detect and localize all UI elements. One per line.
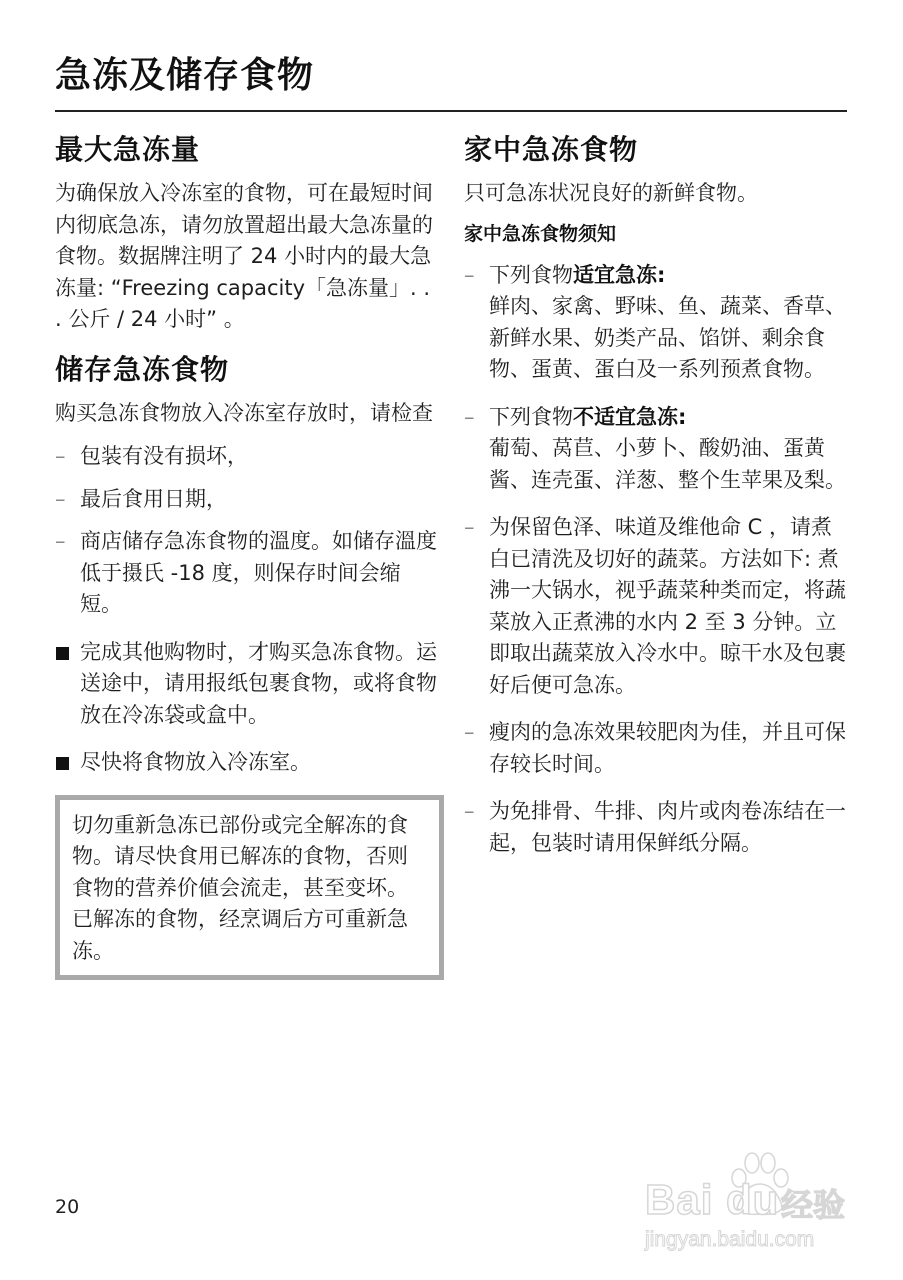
tip-text: 为免排骨、牛排、肉片或肉卷冻结在一起，包装时请用保鲜纸分隔。: [489, 799, 846, 855]
tip-item-suitable: [464, 260, 849, 386]
tip-item-blanching: [464, 512, 849, 701]
check-item: [55, 484, 440, 516]
section-heading-storing-frozen: 储存急冻食物: [55, 352, 230, 386]
check-item: [55, 526, 440, 621]
suitable-foods-list: 鲜肉、家禽、野味、鱼、蔬菜、香草、新鲜水果、奶类产品、馅饼、剩余食物、蛋黄、蛋白及一系列预煮食物。: [489, 294, 846, 381]
tip-colon: :: [678, 404, 687, 429]
tip-bold-unsuitable: 不适宜急冻: [573, 404, 678, 429]
page-number: 20: [55, 1196, 80, 1218]
square-bullet-icon: [56, 647, 69, 660]
bullet-item-text: 尽快将食物放入冷冻室。: [80, 750, 311, 774]
unsuitable-foods-list: 葡萄、莴苣、小萝卜、酸奶油、蛋黄酱、连壳蛋、洋葱、整个生苹果及梨。: [489, 436, 846, 492]
tip-prefix: 下列食物: [489, 404, 573, 429]
check-item: [55, 441, 440, 473]
bullet-item: [55, 637, 440, 732]
tip-bold-suitable: 适宜急冻: [573, 262, 657, 287]
dash-marker: –: [464, 515, 475, 539]
section-heading-home-freezing: 家中急冻食物: [464, 133, 639, 166]
home-freezing-intro: 只可急冻状况良好的新鲜食物。: [464, 181, 758, 205]
dash-marker: –: [55, 529, 66, 553]
refreeze-warning-box: [55, 795, 444, 981]
max-freezing-paragraph: 为确保放入冷冻室的食物，可在最短时间内彻底急冻，请勿放置超出最大急冻量的食物。数据牌注明了 24 小时内的最大急冻量: “Freezing capacity「急冻量」. . . 公斤 / 24 小时” 。: [55, 181, 433, 331]
dash-marker: –: [55, 444, 66, 468]
check-item-text: 商店储存急冻食物的溫度。如储存溫度低于摄氏 -18 度，则保存时间会缩短。: [80, 529, 437, 616]
check-item-text: 最后食用日期，: [80, 486, 227, 511]
dash-marker: –: [55, 486, 66, 511]
watermark-logo: Bai du: [645, 1176, 780, 1223]
bullet-item: [55, 747, 440, 779]
left-column: [55, 128, 440, 980]
bullet-item-text: 完成其他购物时，才购买急冻食物。运送途中，请用报纸包裹食物，或将食物放在冷冻袋或盒中。: [80, 639, 437, 727]
tip-text: 为保留色泽、味道及维他命 C ，请煮白已清洗及切好的蔬菜。方法如下: 煮沸一大锅水，视乎蔬菜种类而定，将蔬菜放入正煮沸的水内 2 至 3 分钟。立即取出蔬菜放入冷水中。晾干水及包裹好后便可急冻。: [489, 515, 846, 697]
title-divider: [55, 110, 847, 112]
page-title: 急冻及储存食物: [55, 55, 315, 96]
tip-item-separate-meat: [464, 796, 849, 859]
storing-intro: 购买急冻食物放入冷冻室存放时，请检查: [55, 400, 433, 425]
tip-text: 瘦肉的急冻效果较肥肉为佳，并且可保存较长时间。: [489, 720, 846, 776]
dash-marker: –: [464, 404, 475, 429]
tip-item-unsuitable: [464, 402, 849, 497]
check-item-text: 包装有没有损坏，: [80, 444, 248, 468]
dash-marker: –: [464, 262, 475, 287]
square-bullet-icon: [56, 757, 69, 770]
tip-item-lean-meat: [464, 717, 849, 780]
watermark-logo-cn: 经验: [781, 1187, 846, 1223]
baidu-jingyan-watermark: [645, 1148, 855, 1258]
dash-marker: –: [464, 799, 475, 823]
right-column: [464, 128, 849, 870]
refreeze-warning-text: 切勿重新急冻已部份或完全解冻的食物。请尽快食用已解冻的食物，否则食物的营养价値会流走，甚至变坏。已解冻的食物，经烹调后方可重新急冻。: [72, 812, 408, 963]
tip-prefix: 下列食物: [489, 262, 573, 287]
dash-marker: –: [464, 720, 475, 744]
watermark-url: jingyan.baidu.com: [645, 1228, 815, 1251]
tip-colon: :: [657, 262, 666, 287]
section-heading-max-freezing: 最大急冻量: [55, 133, 201, 166]
subheading-home-freezing-tips: 家中急冻食物须知: [464, 222, 617, 245]
